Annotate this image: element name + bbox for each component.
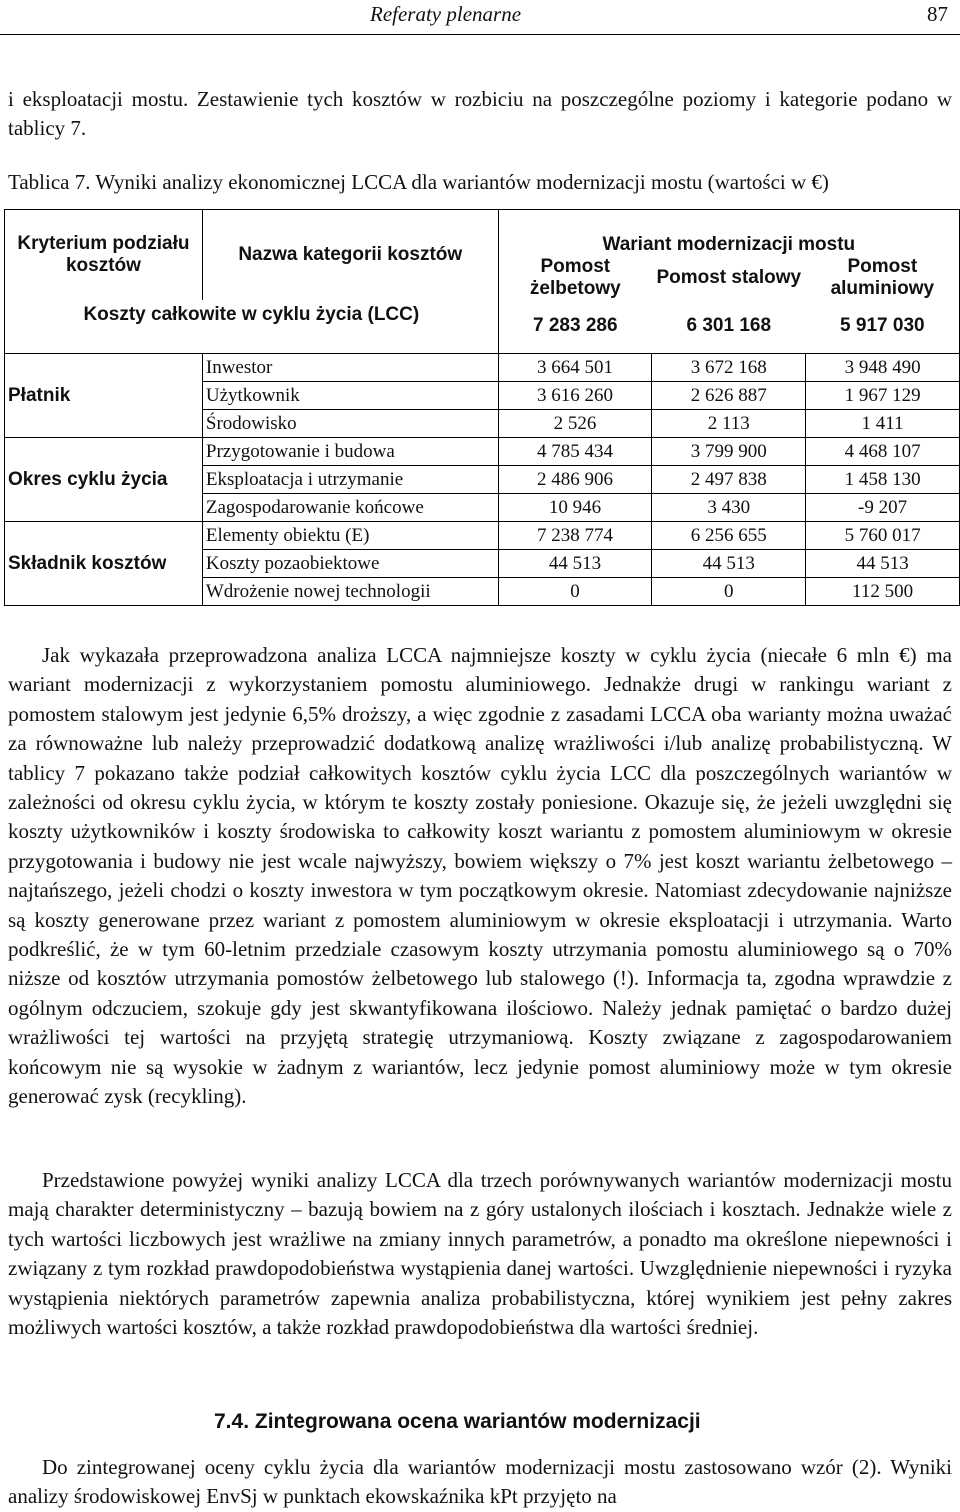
variant-group-header: Wariant modernizacji mostu — [498, 210, 959, 256]
group-label-lifecycle: Okres cyklu życia — [5, 438, 203, 522]
section-title: 7.4. Zintegrowana ocena wariantów modernizacji — [214, 1410, 701, 1433]
cell-value: 2 486 906 — [498, 466, 652, 494]
row-category: Zagospodarowanie końcowe — [202, 494, 498, 522]
cell-value: 112 500 — [806, 578, 960, 606]
running-title: Referaty plenarne — [370, 2, 522, 26]
cell-value: 3 672 168 — [652, 354, 806, 382]
cell-value: 10 946 — [498, 494, 652, 522]
cell-value: 1 967 129 — [806, 382, 960, 410]
row-category: Wdrożenie nowej technologii — [202, 578, 498, 606]
cell-value: 2 626 887 — [652, 382, 806, 410]
cell-value: 44 513 — [806, 550, 960, 578]
cell-value: 2 497 838 — [652, 466, 806, 494]
row-category: Inwestor — [202, 354, 498, 382]
cell-value: 6 256 655 — [652, 522, 806, 550]
category-header: Nazwa kategorii kosztów — [202, 210, 498, 300]
cell-value: 2 526 — [498, 410, 652, 438]
table-caption: Tablica 7. Wyniki analizy ekonomicznej LCCA dla wariantów modernizacji mostu (wartości w €) — [8, 170, 829, 194]
lcc-results-table — [4, 209, 960, 606]
body-paragraph-3: Do zintegrowanej oceny cyklu życia dla wariantów modernizacji mostu zastosowano wzór (2). Wyniki analizy środowiskowej EnvSj w punktach ekowskaźnika kPt przyjęto na — [8, 1455, 952, 1509]
lcc-total-aluminium: 5 917 030 — [806, 300, 960, 354]
row-category: Użytkownik — [202, 382, 498, 410]
cell-value: 5 760 017 — [806, 522, 960, 550]
row-category: Koszty pozaobiektowe — [202, 550, 498, 578]
cell-value: 7 238 774 — [498, 522, 652, 550]
variant-header-concrete: Pomost żelbetowy — [498, 256, 652, 300]
cell-value: 1 458 130 — [806, 466, 960, 494]
table-row — [5, 522, 960, 550]
row-category: Przygotowanie i budowa — [202, 438, 498, 466]
variant-header-steel: Pomost stalowy — [656, 266, 802, 288]
lcc-label: Koszty całkowite w cyklu życia (LCC) — [5, 300, 499, 354]
row-category: Eksploatacja i utrzymanie — [202, 466, 498, 494]
table-row — [5, 438, 960, 466]
group-label-cost-component: Składnik kosztów — [5, 522, 203, 606]
body-paragraph-1: Jak wykazała przeprowadzona analiza LCCA najmniejsze koszty w cyklu życia (niecałe 6 mln €) ma wariant modernizacji z wykorzystaniem pomostu aluminiowego. Jednakże drugi w rankingu wariant z pomostem stalowym jest jedynie 6,5% droższy, a więc zgodnie z zasadami LCCA oba warianty można uważać za równoważne lub należy przeprowadzić dodatkową analizę wrażliwości i/lub analizę probabilistyczną. W tablicy 7 pokazano także podział całkowitych kosztów cyklu życia LCC dla poszczególnych wariantów w zależności od okresu cyklu życia, w którym te koszty zostały poniesione. Okazuje się, że jeżeli uwzględni się koszty użytkowników i koszty środowiska to całkowity koszt wariantu z pomostem aluminiowym w okresie przygotowania i budowy nie jest wcale najwyższy, bowiem większy o 7% jest koszt wariantu żelbetowego – najtańszego, jeżeli chodzi o koszty inwestora w tym początkowym okresie. Natomiast zdecydowanie najniższe są koszty generowane przez wariant z pomostem aluminiowym w okresie eksploatacji i utrzymania. Warto podkreślić, że w tym 60-letnim przedziale czasowym koszty utrzymania pomostu aluminiowego są o 70% niższe od kosztów utrzymania pomostów żelbetowego lub stalowego (!). Informacja ta, zgodna wprawdzie z ogólnym odczuciem, szokuje gdy jest skwantyfikowana ilościowo. Należy jednak pamiętać o bardzo dużej wrażliwości tej wartości na przyjętą strategię utrzymaniową. Koszty związane z zagospodarowaniem końcowym nie są wysokie w żadnym z wariantów, lecz jedynie pomost aluminiowy może w tym okresie generować zysk (recykling). — [8, 643, 952, 1109]
cell-value: 3 616 260 — [498, 382, 652, 410]
cell-value: 3 948 490 — [806, 354, 960, 382]
table-row — [5, 354, 960, 382]
group-label-payer: Płatnik — [5, 354, 203, 438]
cell-value: 44 513 — [652, 550, 806, 578]
cell-value: 2 113 — [652, 410, 806, 438]
criterion-header: Kryterium podziału kosztów — [5, 210, 203, 300]
cell-value: 4 468 107 — [806, 438, 960, 466]
cell-value: 3 799 900 — [652, 438, 806, 466]
intro-paragraph: i eksploatacji mostu. Zestawienie tych kosztów w rozbiciu na poszczególne poziomy i kategorie podano w tablicy 7. — [8, 87, 952, 141]
row-category: Elementy obiektu (E) — [202, 522, 498, 550]
cell-value: 44 513 — [498, 550, 652, 578]
cell-value: 0 — [498, 578, 652, 606]
cell-value: -9 207 — [806, 494, 960, 522]
lcc-total-steel: 6 301 168 — [652, 300, 806, 354]
row-category: Środowisko — [202, 410, 498, 438]
cell-value: 0 — [652, 578, 806, 606]
cell-value: 3 664 501 — [498, 354, 652, 382]
running-header — [0, 0, 960, 35]
cell-value: 3 430 — [652, 494, 806, 522]
lcc-total-concrete: 7 283 286 — [498, 300, 652, 354]
body-paragraph-2: Przedstawione powyżej wyniki analizy LCCA dla trzech porównywanych wariantów modernizacji mostu mają charakter deterministyczny – bazują bowiem na z góry ustalonych ilościach i kosztach. Jednakże wiele z tych wartości liczbowych jest wrażliwe na zmiany innych parametrów, a ponadto ma określone niepewności i związany z tym rozkład prawdopodobieństwa wystąpienia danej wartości. Uwzględnienie niepewności i ryzyka wystąpienia niektórych parametrów zapewnia analiza probabilistyczna, której wynikiem jest pełny zakres możliwych wartości kosztów, a także rozkład prawdopodobieństwa dla wartości średniej. — [8, 1168, 952, 1340]
cell-value: 4 785 434 — [498, 438, 652, 466]
cell-value: 1 411 — [806, 410, 960, 438]
variant-header-aluminium: Pomost aluminiowy — [806, 256, 960, 300]
page-number: 87 — [927, 2, 948, 26]
